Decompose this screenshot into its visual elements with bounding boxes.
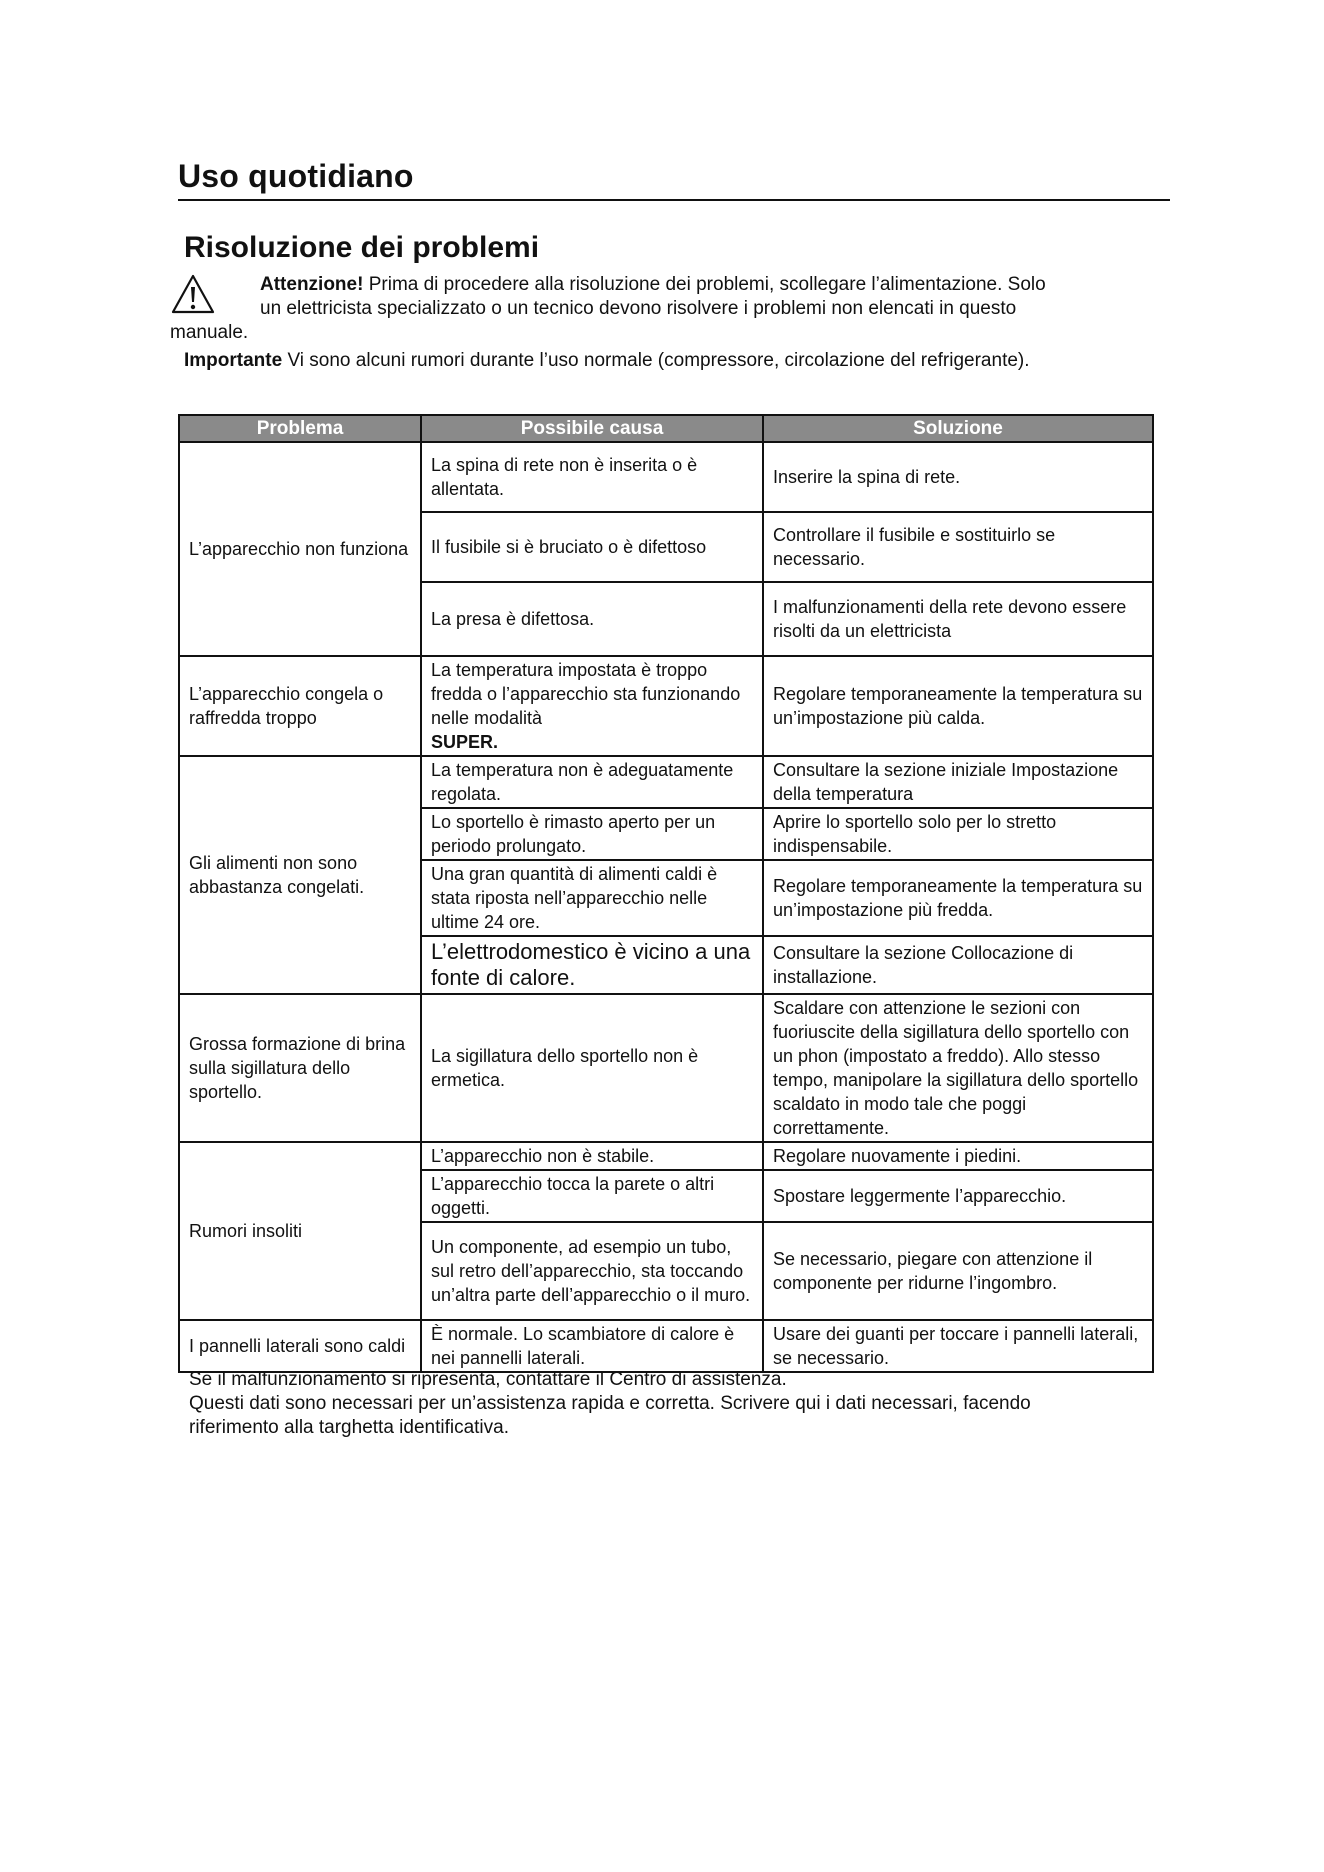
solution-cell: Se necessario, piegare con attenzione il componente per ridurne l’ingombro.: [763, 1222, 1153, 1320]
footer-line-3: riferimento alla targhetta identificativa.: [189, 1417, 509, 1438]
important-text: Vi sono alcuni rumori durante l’uso normale (compressore, circolazione del refrigerante).: [282, 350, 1030, 371]
page-title: Uso quotidiano: [178, 158, 414, 194]
cause-cell: È normale. Lo scambiatore di calore è nei pannelli laterali.: [421, 1320, 763, 1372]
cause-cell: La spina di rete non è inserita o è allentata.: [421, 442, 763, 512]
solution-cell: Regolare temporaneamente la temperatura su un’impostazione più fredda.: [763, 860, 1153, 936]
header-problem: Problema: [179, 415, 421, 442]
cause-cell: La presa è difettosa.: [421, 582, 763, 656]
table-row: [179, 994, 1153, 1142]
troubleshooting-table: [178, 414, 1154, 1373]
solution-cell: Aprire lo sportello solo per lo stretto indispensabile.: [763, 808, 1153, 860]
solution-cell: Consultare la sezione Collocazione di installazione.: [763, 936, 1153, 994]
cause-cell: Una gran quantità di alimenti caldi è stata riposta nell’apparecchio nelle ultime 24 ore.: [421, 860, 763, 936]
header-cause: Possibile causa: [421, 415, 763, 442]
cause-cell: Il fusibile si è bruciato o è difettoso: [421, 512, 763, 582]
footer-line-2: Questi dati sono necessari per un’assistenza rapida e corretta. Scrivere qui i dati necessari, facendo: [189, 1393, 1031, 1414]
warning-line-3: manuale.: [170, 322, 249, 343]
header-solution: Soluzione: [763, 415, 1153, 442]
footer-note: [189, 1368, 1031, 1440]
cause-cell: L’apparecchio tocca la parete o altri oggetti.: [421, 1170, 763, 1222]
important-label: Importante: [184, 350, 283, 371]
table-row: [179, 442, 1153, 512]
problem-cell: I pannelli laterali sono caldi: [179, 1320, 421, 1372]
solution-cell: Consultare la sezione iniziale Impostazione della temperatura: [763, 756, 1153, 808]
solution-cell: Controllare il fusibile e sostituirlo se necessario.: [763, 512, 1153, 582]
solution-cell: Inserire la spina di rete.: [763, 442, 1153, 512]
warning-line-1: [260, 272, 1046, 297]
table-row: [179, 1142, 1153, 1170]
warning-label: Attenzione!: [260, 274, 364, 295]
solution-cell: I malfunzionamenti della rete devono essere risolti da un elettricista: [763, 582, 1153, 656]
solution-cell: Usare dei guanti per toccare i pannelli laterali, se necessario.: [763, 1320, 1153, 1372]
cause-cell: La sigillatura dello sportello non è ermetica.: [421, 994, 763, 1142]
solution-cell: Regolare nuovamente i piedini.: [763, 1142, 1153, 1170]
cause-cell: L’elettrodomestico è vicino a una fonte di calore.: [421, 936, 763, 994]
warning-triangle-icon: [170, 272, 216, 318]
cause-mode-label: SUPER.: [431, 732, 499, 752]
table-row: [179, 756, 1153, 808]
header-divider: [178, 199, 1170, 201]
footer-line-1: Se il malfunzionamento si ripresenta, contattare il Centro di assistenza.: [189, 1369, 787, 1390]
solution-cell: Regolare temporaneamente la temperatura su un’impostazione più calda.: [763, 656, 1153, 756]
table-row: [179, 656, 1153, 756]
warning-line-2: un elettricista specializzato o un tecnico devono risolvere i problemi non elencati in questo: [260, 298, 1017, 319]
problem-cell: Grossa formazione di brina sulla sigillatura dello sportello.: [179, 994, 421, 1142]
important-note: [184, 350, 1030, 372]
table-header-row: [179, 415, 1153, 442]
cause-cell: Lo sportello è rimasto aperto per un periodo prolungato.: [421, 808, 763, 860]
problem-cell: Gli alimenti non sono abbastanza congelati.: [179, 756, 421, 994]
problem-cell: L’apparecchio congela o raffredda troppo: [179, 656, 421, 756]
solution-cell: Scaldare con attenzione le sezioni con fuoriuscite della sigillatura dello sportello con un phon (impostato a freddo). Allo stesso tempo, manipolare la sigillatura dello sportello scaldato in modo tale che poggi correttamente.: [763, 994, 1153, 1142]
solution-cell: Spostare leggermente l’apparecchio.: [763, 1170, 1153, 1222]
section-title: Risoluzione dei problemi: [184, 231, 540, 264]
problem-cell: L’apparecchio non funziona: [179, 442, 421, 656]
cause-cell: L’apparecchio non è stabile.: [421, 1142, 763, 1170]
problem-cell: Rumori insoliti: [179, 1142, 421, 1320]
cause-cell: La temperatura non è adeguatamente regolata.: [421, 756, 763, 808]
warning-text-1: Prima di procedere alla risoluzione dei problemi, scollegare l’alimentazione. Solo: [363, 274, 1046, 295]
cause-text: La temperatura impostata è troppo fredda o l’apparecchio sta funzionando nelle modalità: [431, 660, 741, 728]
table-row: [179, 1320, 1153, 1372]
cause-cell: [421, 656, 763, 756]
cause-cell: Un componente, ad esempio un tubo, sul retro dell’apparecchio, sta toccando un’altra parte dell’apparecchio o il muro.: [421, 1222, 763, 1320]
